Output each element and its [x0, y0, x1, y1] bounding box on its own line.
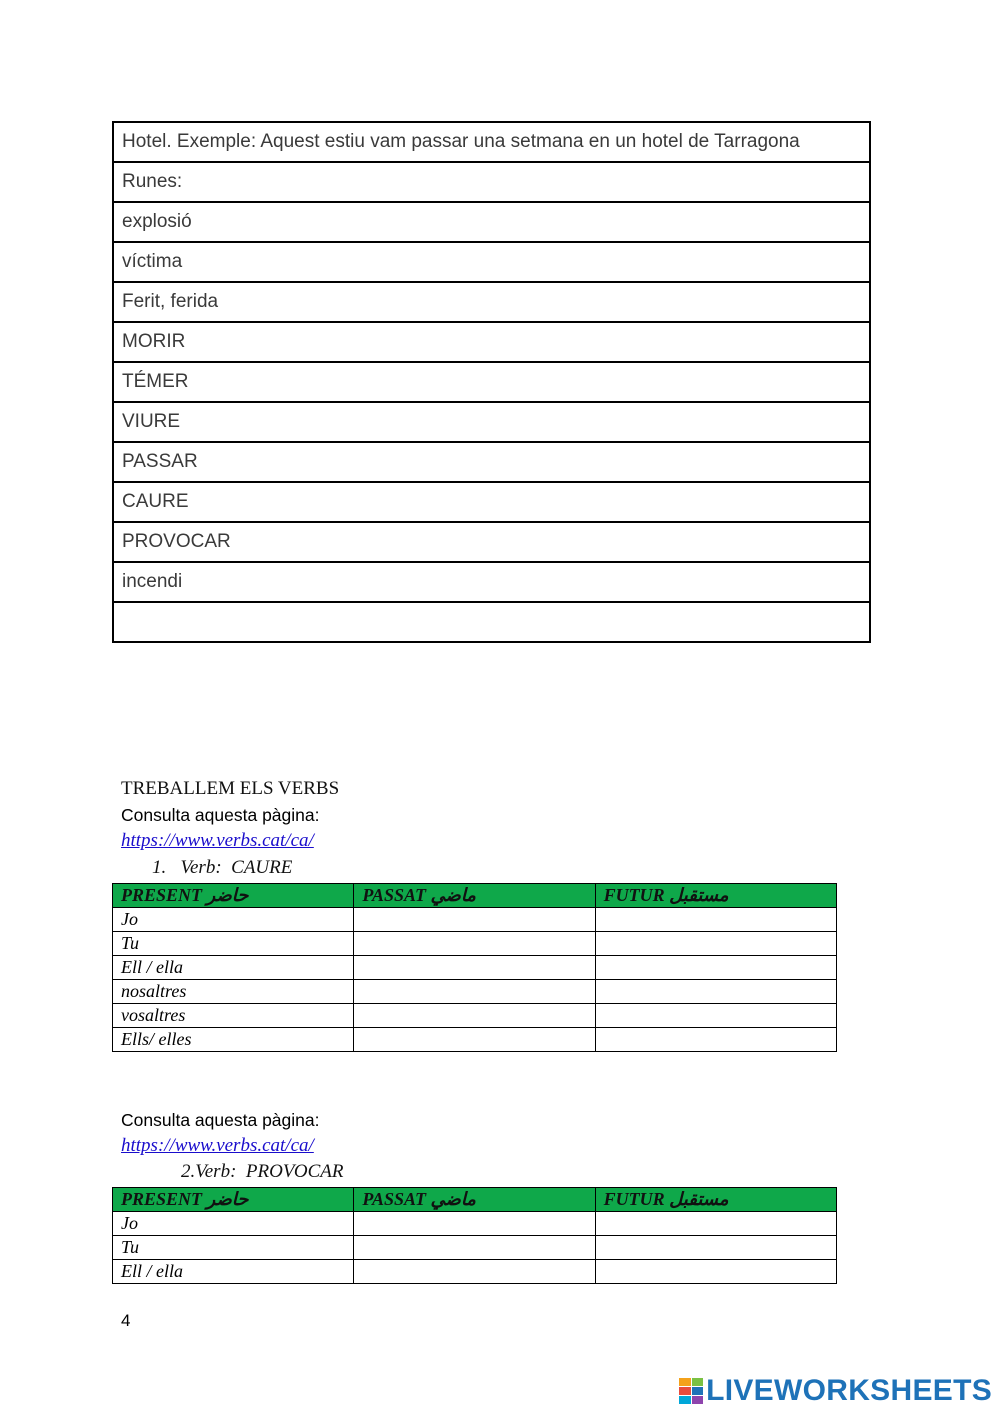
conjugation-row [113, 956, 837, 980]
pronoun-cell: nosaltres [113, 980, 354, 1004]
logo-square [679, 1387, 691, 1395]
past-answer-cell[interactable] [354, 1004, 595, 1028]
pronoun-cell: Jo [113, 1212, 354, 1236]
vocab-row [113, 602, 870, 642]
vocab-row [113, 562, 870, 602]
future-answer-cell[interactable] [595, 1004, 836, 1028]
logo-square [692, 1378, 704, 1386]
verbs-link-2[interactable]: https://www.verbs.cat/ca/ [121, 1135, 314, 1156]
conjugation-row [113, 980, 837, 1004]
past-answer-cell[interactable] [354, 932, 595, 956]
vocab-cell: incendi [113, 562, 870, 602]
conjugation-row [113, 908, 837, 932]
liveworksheets-logo-icon [679, 1378, 703, 1404]
past-answer-cell[interactable] [354, 1212, 595, 1236]
column-header: PASSAT ماضي [354, 884, 595, 908]
consult-label-1: Consulta aquesta pàgina: [121, 805, 320, 825]
logo-text: LIVEWORKSHEETS [706, 1374, 992, 1407]
past-answer-cell[interactable] [354, 956, 595, 980]
vocab-cell: explosió [113, 202, 870, 242]
future-answer-cell[interactable] [595, 956, 836, 980]
vocab-row [113, 402, 870, 442]
vocab-row [113, 482, 870, 522]
vocab-cell: PASSAR [113, 442, 870, 482]
future-answer-cell[interactable] [595, 980, 836, 1004]
conjugation-row [113, 1236, 837, 1260]
logo-square [692, 1396, 704, 1404]
vocab-cell [113, 602, 870, 642]
conjugation-row [113, 1260, 837, 1284]
pronoun-cell: Tu [113, 1236, 354, 1260]
past-answer-cell[interactable] [354, 1028, 595, 1052]
conjugation-table-caure [112, 883, 837, 1052]
vocab-row [113, 322, 870, 362]
vocab-cell: Runes: [113, 162, 870, 202]
verb-title-caure: 1. Verb: CAURE [152, 857, 293, 878]
column-header: FUTUR مستقبل [595, 884, 836, 908]
future-answer-cell[interactable] [595, 1212, 836, 1236]
vocab-row [113, 122, 870, 162]
pronoun-cell: Tu [113, 932, 354, 956]
future-answer-cell[interactable] [595, 1028, 836, 1052]
vocab-row [113, 162, 870, 202]
pronoun-cell: vosaltres [113, 1004, 354, 1028]
vocab-cell: CAURE [113, 482, 870, 522]
logo-square [692, 1387, 704, 1395]
logo-square [679, 1396, 691, 1404]
vocab-row [113, 362, 870, 402]
vocab-cell: TÉMER [113, 362, 870, 402]
vocabulary-table [112, 121, 871, 643]
vocab-row [113, 242, 870, 282]
past-answer-cell[interactable] [354, 1236, 595, 1260]
vocab-cell: VIURE [113, 402, 870, 442]
past-answer-cell[interactable] [354, 1260, 595, 1284]
vocab-row [113, 442, 870, 482]
column-header: PRESENT حاضر [113, 1188, 354, 1212]
logo-square [679, 1378, 691, 1386]
page-number: 4 [121, 1311, 131, 1330]
pronoun-cell: Ell / ella [113, 956, 354, 980]
consult-label-2: Consulta aquesta pàgina: [121, 1110, 320, 1130]
future-answer-cell[interactable] [595, 932, 836, 956]
past-answer-cell[interactable] [354, 908, 595, 932]
pronoun-cell: Ell / ella [113, 1260, 354, 1284]
column-header: FUTUR مستقبل [595, 1188, 836, 1212]
future-answer-cell[interactable] [595, 1236, 836, 1260]
verb-title-provocar: 2.Verb: PROVOCAR [181, 1161, 344, 1182]
column-header: PASSAT ماضي [354, 1188, 595, 1212]
vocab-row [113, 522, 870, 562]
conjugation-row [113, 1004, 837, 1028]
vocab-row [113, 202, 870, 242]
vocab-cell: Ferit, ferida [113, 282, 870, 322]
past-answer-cell[interactable] [354, 980, 595, 1004]
vocab-cell: Hotel. Exemple: Aquest estiu vam passar una setmana en un hotel de Tarragona [113, 122, 870, 162]
conjugation-row [113, 932, 837, 956]
vocab-cell: PROVOCAR [113, 522, 870, 562]
future-answer-cell[interactable] [595, 1260, 836, 1284]
vocab-cell: víctima [113, 242, 870, 282]
section-heading: TREBALLEM ELS VERBS [121, 778, 340, 799]
vocab-cell: MORIR [113, 322, 870, 362]
vocab-row [113, 282, 870, 322]
verbs-link-1[interactable]: https://www.verbs.cat/ca/ [121, 830, 314, 851]
pronoun-cell: Jo [113, 908, 354, 932]
conjugation-row [113, 1212, 837, 1236]
pronoun-cell: Ells/ elles [113, 1028, 354, 1052]
future-answer-cell[interactable] [595, 908, 836, 932]
conjugation-table-provocar [112, 1187, 837, 1284]
column-header: PRESENT حاضر [113, 884, 354, 908]
conjugation-row [113, 1028, 837, 1052]
liveworksheets-logo[interactable] [679, 1374, 992, 1408]
